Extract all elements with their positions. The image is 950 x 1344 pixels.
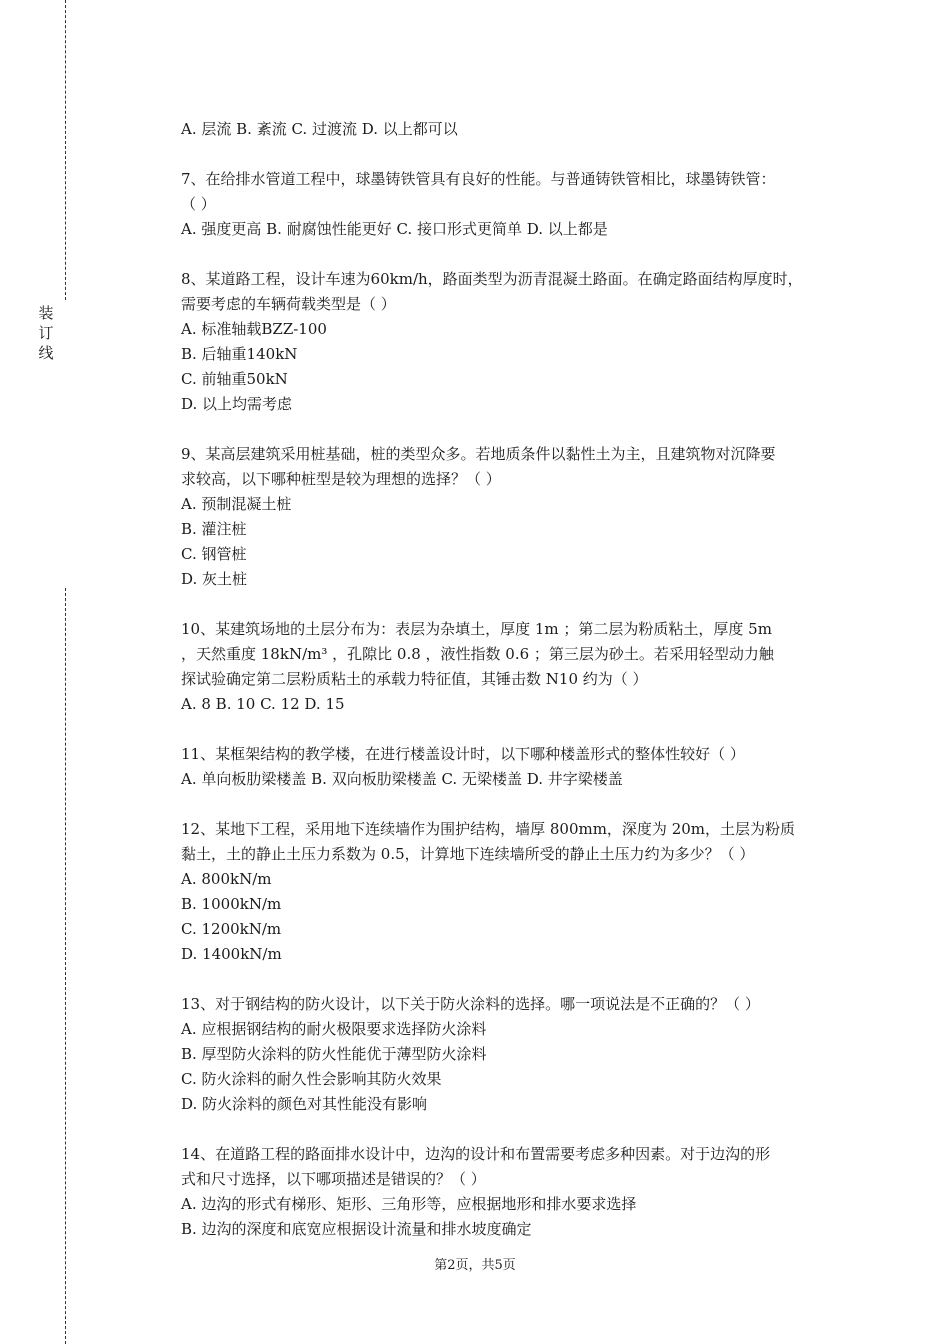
option-b: B. 厚型防火涂料的防火性能优于薄型防火涂料	[181, 1045, 487, 1063]
question-text: 11、某框架结构的教学楼，在进行楼盖设计时，以下哪种楼盖形式的整体性较好（ ）	[181, 745, 745, 763]
question-7	[181, 167, 841, 242]
question-list	[181, 117, 841, 1242]
question-11	[181, 742, 841, 792]
option-b: B. 后轴重140kN	[181, 345, 298, 363]
question-text: 8、某道路工程，设计车速为60km/h，路面类型为沥青混凝土路面。在确定路面结构厚度时，	[181, 270, 803, 288]
question-text: 7、在给排水管道工程中，球墨铸铁管具有良好的性能。与普通铸铁管相比，球墨铸铁管：	[181, 170, 776, 188]
option-a: A. 应根据钢结构的耐火极限要求选择防火涂料	[181, 1020, 487, 1038]
option-c: C. 防火涂料的耐久性会影响其防火效果	[181, 1070, 442, 1088]
option-d: D. 灰土桩	[181, 570, 248, 588]
option-a: A. 标准轴载BZZ-100	[181, 320, 327, 338]
question-10	[181, 617, 841, 717]
question-12	[181, 817, 841, 967]
binding-line-bottom	[65, 588, 66, 1344]
question-text: 13、对于钢结构的防火设计，以下关于防火涂料的选择。哪一项说法是不正确的？（ ）	[181, 995, 760, 1013]
answer-options: A. 单向板肋梁楼盖 B. 双向板肋梁楼盖 C. 无梁楼盖 D. 井字梁楼盖	[181, 770, 623, 788]
binding-char: 装	[38, 304, 54, 322]
option-b: B. 灌注桩	[181, 520, 247, 538]
binding-char: 线	[38, 344, 54, 362]
page-number: 第2页，共5页	[434, 1258, 516, 1273]
binding-line-top	[65, 0, 66, 300]
option-d: D. 以上均需考虑	[181, 395, 293, 413]
option-a: A. 800kN/m	[181, 870, 272, 888]
option-c: C. 1200kN/m	[181, 920, 282, 938]
answer-options: A. 强度更高 B. 耐腐蚀性能更好 C. 接口形式更简单 D. 以上都是	[181, 220, 608, 238]
question-text: 14、在道路工程的路面排水设计中，边沟的设计和布置需要考虑多种因素。对于边沟的形	[181, 1145, 771, 1163]
option-d: D. 1400kN/m	[181, 945, 282, 963]
option-b: B. 边沟的深度和底宽应根据设计流量和排水坡度确定	[181, 1220, 532, 1238]
option-a: A. 预制混凝土桩	[181, 495, 292, 513]
answer-options: A. 8 B. 10 C. 12 D. 15	[181, 695, 345, 713]
question-9	[181, 442, 841, 592]
option-a: A. 边沟的形式有梯形、矩形、三角形等，应根据地形和排水要求选择	[181, 1195, 637, 1213]
option-b: B. 1000kN/m	[181, 895, 282, 913]
question-text: 需要考虑的车辆荷载类型是（ ）	[181, 295, 396, 313]
option-c: C. 前轴重50kN	[181, 370, 288, 388]
question-text: 12、某地下工程，采用地下连续墙作为围护结构，墙厚 800mm，深度为 20m，土层为粉质	[181, 820, 796, 838]
binding-label	[36, 303, 56, 363]
binding-char: 订	[38, 324, 54, 342]
option-c: C. 钢管桩	[181, 545, 247, 563]
question-text: （ ）	[181, 195, 216, 213]
question-13	[181, 992, 841, 1117]
question-text: 黏土，土的静止土压力系数为 0.5，计算地下连续墙所受的静止土压力约为多少？（ ）	[181, 845, 755, 863]
question-text: 式和尺寸选择，以下哪项描述是错误的？（ ）	[181, 1170, 486, 1188]
question-text: 探试验确定第二层粉质粘土的承载力特征值，其锤击数 N10 约为（ ）	[181, 670, 648, 688]
question-14	[181, 1142, 841, 1242]
question-text: 9、某高层建筑采用桩基础，桩的类型众多。若地质条件以黏性土为主，且建筑物对沉降要	[181, 445, 776, 463]
option-d: D. 防火涂料的颜色对其性能没有影响	[181, 1095, 428, 1113]
question-8	[181, 267, 841, 417]
question-text: 10、某建筑场地的土层分布为：表层为杂填土，厚度 1m ；第二层为粉质粘土，厚度 5m	[181, 620, 772, 638]
question-text: 求较高，以下哪种桩型是较为理想的选择？（ ）	[181, 470, 501, 488]
q5-options: A. 层流 B. 紊流 C. 过渡流 D. 以上都可以	[181, 120, 458, 138]
question-text: ，天然重度 18kN/m³ ，孔隙比 0.8 ，液性指数 0.6 ；第三层为砂土。若采用轻型动力触	[181, 645, 774, 663]
